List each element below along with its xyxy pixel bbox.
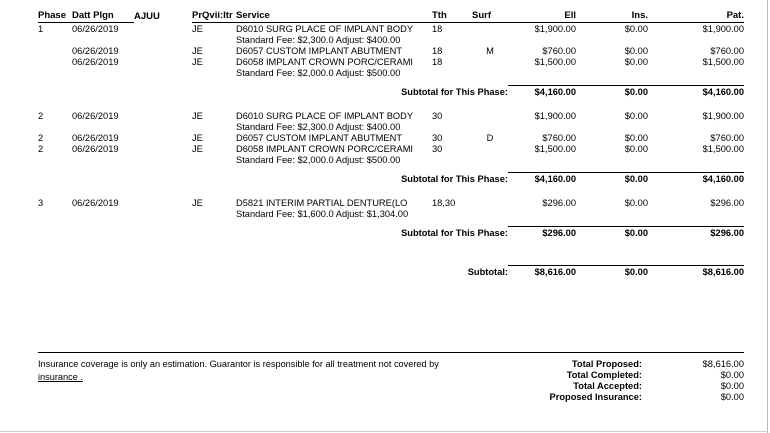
phase-subtotal-row — [38, 227, 744, 238]
cell-plan — [134, 45, 192, 56]
column-header-est: Ell — [508, 10, 576, 23]
cell-service: D6058 IMPLANT CROWN PORC/CERAMI — [236, 57, 414, 67]
cell-surf: D — [486, 133, 494, 143]
cell-tth: 18 — [432, 57, 443, 67]
cell-pat: $1,900.00 — [702, 111, 744, 121]
table-row[interactable] — [38, 132, 744, 143]
cell-date: 06/26/2019 — [72, 198, 119, 208]
cell-est: $760.00 — [542, 133, 576, 143]
cell-plan — [134, 23, 192, 35]
column-header-provider: PrQvii:ltr — [192, 10, 236, 23]
cell-provider: JE — [192, 57, 203, 67]
cell-plan — [134, 143, 192, 154]
cell-plan — [134, 197, 192, 208]
cell-est: $296.00 — [542, 198, 576, 208]
disclaimer-line-1: Insurance coverage is only an estimation. Guarantor is responsible for all treatment not covered by — [38, 359, 439, 369]
phase-subtotal-ins: $0.00 — [624, 87, 648, 97]
row-spacer — [38, 238, 744, 251]
fee-detail-row — [38, 34, 744, 45]
column-header-service: Service — [236, 10, 432, 23]
cell-phase: 2 — [38, 133, 44, 143]
total-completed-value: $0.00 — [720, 369, 744, 380]
cell-ins: $0.00 — [624, 111, 648, 121]
phase-subtotal-label: Subtotal for This Phase: — [401, 87, 508, 97]
totals-summary — [454, 358, 744, 402]
cell-tth: 18 — [432, 24, 443, 34]
column-header-plan: AJUU — [134, 10, 160, 22]
column-header-ins: Ins. — [576, 10, 648, 23]
cell-service: D6010 SURG PLACE OF IMPLANT BODY — [236, 24, 414, 34]
fee-detail-row — [38, 154, 744, 165]
column-header-date: Datt Plgn — [72, 10, 134, 23]
fee-detail-row — [38, 67, 744, 78]
cell-date: 06/26/2019 — [72, 111, 119, 121]
cell-ins: $0.00 — [624, 198, 648, 208]
total-proposed-label: Total Proposed: — [571, 358, 642, 369]
phase-subtotal-row — [38, 86, 744, 97]
cell-est: $1,900.00 — [534, 24, 576, 34]
totals-row — [454, 391, 744, 402]
phase-subtotal-pat: $296.00 — [710, 228, 744, 238]
phase-subtotal-label: Subtotal for This Phase: — [401, 174, 508, 184]
cell-surf: M — [486, 46, 494, 56]
cell-ins: $0.00 — [624, 57, 648, 67]
cell-phase — [38, 45, 72, 56]
row-spacer — [38, 97, 744, 110]
cell-tth: 18 — [432, 46, 443, 56]
page-right-edge — [767, 0, 768, 433]
cell-provider: JE — [192, 133, 203, 143]
column-header-tth: Tth — [432, 10, 472, 23]
cell-date: 06/26/2019 — [72, 133, 119, 143]
cell-pat: $1,500.00 — [702, 144, 744, 154]
fee-detail: Standard Fee: $2,300.0 Adjust: $400.00 — [236, 122, 401, 132]
table-row[interactable] — [38, 110, 744, 121]
totals-row — [454, 358, 744, 369]
cell-est: $1,500.00 — [534, 57, 576, 67]
document-footer — [38, 352, 744, 402]
proposed-insurance-label: Proposed Insurance: — [549, 391, 642, 402]
totals-row — [454, 380, 744, 391]
cell-plan — [134, 132, 192, 143]
table-row[interactable] — [38, 197, 744, 208]
row-spacer — [38, 184, 744, 197]
cell-phase: 1 — [38, 24, 44, 34]
grand-subtotal-pat: $8,616.00 — [702, 267, 744, 277]
cell-date: 06/26/2019 — [72, 57, 119, 67]
grand-subtotal-label: Subtotal: — [467, 267, 508, 277]
phase-subtotal-est: $4,160.00 — [534, 87, 576, 97]
cell-tth: 30 — [432, 144, 443, 154]
phase-subtotal-est: $296.00 — [542, 228, 576, 238]
fee-detail: Standard Fee: $2,300.0 Adjust: $400.00 — [236, 35, 401, 45]
column-header-phase: Phase — [38, 10, 72, 23]
cell-tth: 18,30 — [432, 198, 456, 208]
cell-service: D6057 CUSTOM IMPLANT ABUTMENT — [236, 46, 403, 56]
grand-subtotal-est: $8,616.00 — [534, 267, 576, 277]
total-accepted-label: Total Accepted: — [573, 380, 642, 391]
cell-phase: 3 — [38, 198, 44, 208]
phase-subtotal-label: Subtotal for This Phase: — [401, 228, 508, 238]
total-proposed-value: $8,616.00 — [702, 358, 744, 369]
table-row[interactable] — [38, 56, 744, 67]
fee-detail: Standard Fee: $1,600.0 Adjust: $1,304.00 — [236, 209, 409, 219]
cell-est: $1,900.00 — [534, 111, 576, 121]
total-completed-label: Total Completed: — [566, 369, 642, 380]
phase-subtotal-pat: $4,160.00 — [702, 174, 744, 184]
proposed-insurance-value: $0.00 — [720, 391, 744, 402]
cell-plan — [134, 56, 192, 67]
cell-pat: $760.00 — [710, 133, 744, 143]
cell-service: D6010 SURG PLACE OF IMPLANT BODY — [236, 111, 414, 121]
cell-surf — [472, 197, 508, 208]
cell-pat: $1,500.00 — [702, 57, 744, 67]
column-header-surf: Surf — [472, 10, 508, 23]
cell-plan — [134, 110, 192, 121]
cell-provider: JE — [192, 198, 203, 208]
cell-phase — [38, 56, 72, 67]
cell-date: 06/26/2019 — [72, 24, 119, 34]
cell-pat: $1,900.00 — [702, 24, 744, 34]
phase-subtotal-est: $4,160.00 — [534, 174, 576, 184]
cell-est: $760.00 — [542, 46, 576, 56]
disclaimer-line-2: insurance . — [38, 372, 83, 382]
page-bottom-edge — [0, 431, 768, 432]
table-row[interactable] — [38, 23, 744, 35]
cell-service: D5821 INTERIM PARTIAL DENTURE(LO — [236, 198, 408, 208]
fee-detail: Standard Fee: $2,000.0 Adjust: $500.00 — [236, 68, 401, 78]
table-row[interactable] — [38, 45, 744, 56]
cell-tth: 30 — [432, 111, 443, 121]
cell-date: 06/26/2019 — [72, 46, 119, 56]
cell-provider: JE — [192, 111, 203, 121]
cell-est: $1,500.00 — [534, 144, 576, 154]
total-accepted-value: $0.00 — [720, 380, 744, 391]
cell-provider: JE — [192, 24, 203, 34]
cell-date: 06/26/2019 — [72, 144, 119, 154]
cell-ins: $0.00 — [624, 133, 648, 143]
fee-detail-row — [38, 208, 744, 219]
table-row[interactable] — [38, 143, 744, 154]
cell-surf — [472, 56, 508, 67]
phase-subtotal-ins: $0.00 — [624, 174, 648, 184]
insurance-disclaimer — [38, 358, 468, 384]
cell-phase: 2 — [38, 111, 44, 121]
cell-provider: JE — [192, 144, 203, 154]
cell-phase: 2 — [38, 144, 44, 154]
totals-row — [454, 369, 744, 380]
cell-surf — [472, 143, 508, 154]
row-spacer — [38, 251, 744, 264]
cell-surf — [472, 110, 508, 121]
phase-subtotal-pat: $4,160.00 — [702, 87, 744, 97]
cell-ins: $0.00 — [624, 46, 648, 56]
cell-ins: $0.00 — [624, 144, 648, 154]
table-header-row — [38, 10, 744, 23]
phase-subtotal-ins: $0.00 — [624, 228, 648, 238]
treatment-plan-table — [38, 10, 744, 277]
footer-divider — [38, 352, 744, 353]
cell-service: D6057 CUSTOM IMPLANT ABUTMENT — [236, 133, 403, 143]
cell-provider: JE — [192, 46, 203, 56]
cell-service: D6058 IMPLANT CROWN PORC/CERAMI — [236, 144, 414, 154]
cell-pat: $296.00 — [710, 198, 744, 208]
cell-ins: $0.00 — [624, 24, 648, 34]
cell-pat: $760.00 — [710, 46, 744, 56]
cell-tth: 30 — [432, 133, 443, 143]
cell-surf — [472, 23, 508, 35]
phase-subtotal-row — [38, 173, 744, 184]
fee-detail: Standard Fee: $2,000.0 Adjust: $500.00 — [236, 155, 401, 165]
fee-detail-row — [38, 121, 744, 132]
grand-subtotal-ins: $0.00 — [624, 267, 648, 277]
grand-subtotal-row — [38, 266, 744, 277]
column-header-pat: Pat. — [648, 10, 744, 23]
